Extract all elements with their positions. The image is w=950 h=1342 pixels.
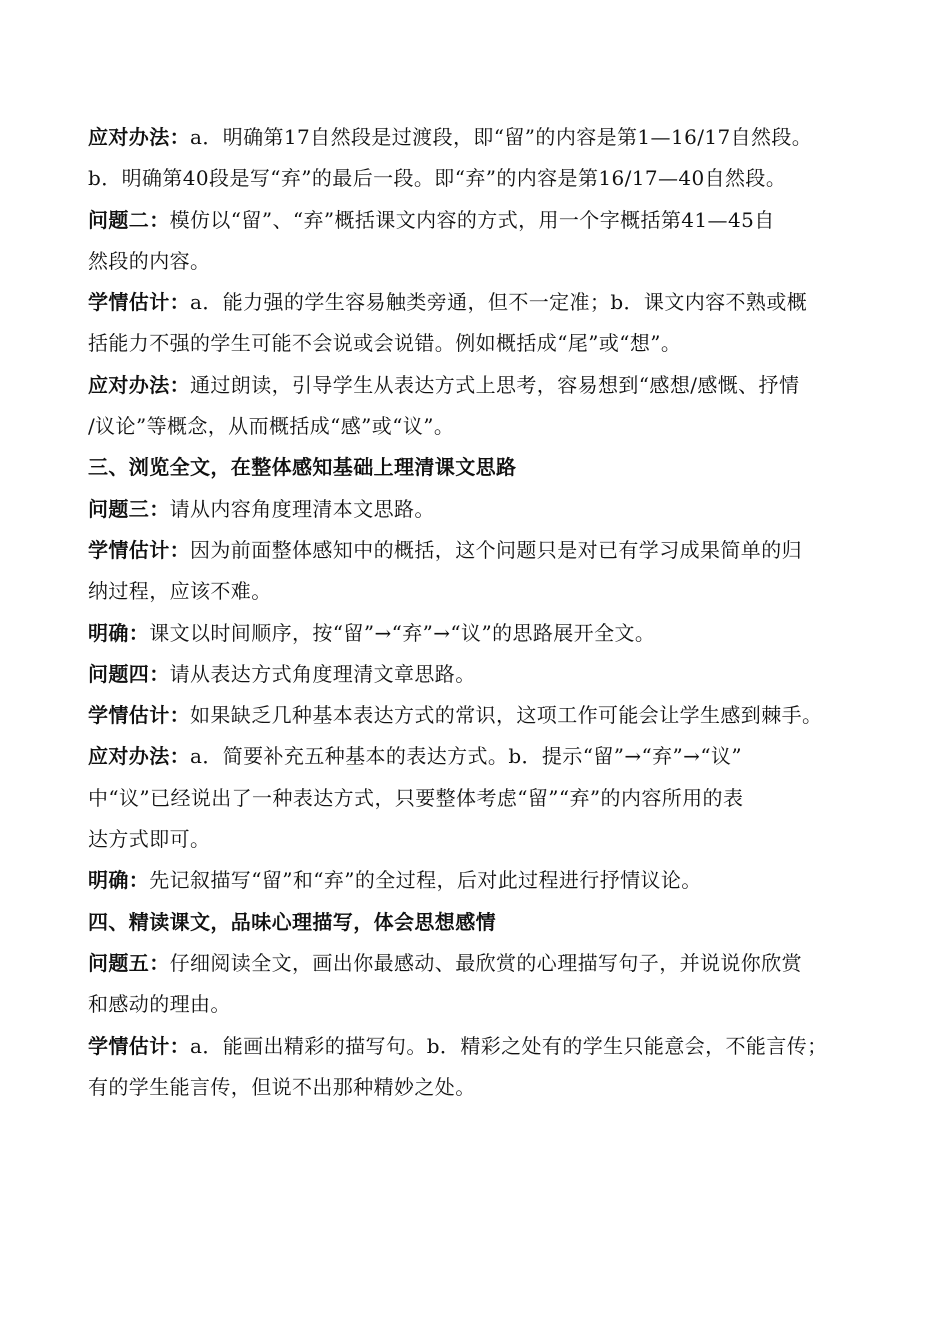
line-text: 因为前面整体感知中的概括，这个问题只是对已有学习成果简单的归 (190, 537, 802, 562)
line-18 (88, 819, 872, 860)
line-16 (88, 736, 872, 777)
line-2 (88, 158, 872, 199)
line-24 (88, 1067, 872, 1108)
line-text: 如果缺乏几种基本表达方式的常识，这项工作可能会让学生感到棘手。 (190, 703, 823, 728)
section-heading-3: 三、浏览全文，在整体感知基础上理清课文思路 (88, 455, 517, 480)
line-7 (88, 365, 872, 406)
line-1 (88, 117, 872, 158)
line-text: 和感动的理由。 (88, 992, 231, 1017)
line-17 (88, 778, 872, 819)
line-label: 学情估计： (88, 290, 190, 315)
line-text: a．能力强的学生容易触类旁通，但不一定准；b．课文内容不熟或概 (190, 290, 808, 315)
line-text: 有的学生能言传，但说不出那种精妙之处。 (88, 1074, 476, 1099)
line-label: 问题四： (88, 661, 170, 686)
line-12 (88, 571, 872, 612)
line-text: 仔细阅读全文，画出你最感动、最欣赏的心理描写句子，并说说你欣赏 (169, 950, 803, 975)
line-label: 学情估计： (88, 537, 190, 562)
line-label: 明确： (88, 620, 150, 645)
line-text: 纳过程，应该不难。 (88, 579, 272, 604)
line-text: 模仿以“留”、“弃”概括课文内容的方式，用一个字概括第41—45自 (169, 207, 775, 232)
line-8 (88, 406, 872, 447)
line-label: 明确： (88, 868, 150, 893)
line-text: 通过朗读，引导学生从表达方式上思考，容易想到“感想/感慨、抒情 (190, 372, 800, 397)
line-text: a．明确第17自然段是过渡段，即“留”的内容是第1—16/17自然段。 (190, 125, 813, 149)
line-label: 问题二： (88, 207, 170, 232)
section-heading-4: 四、精读课文，品味心理描写，体会思想感情 (88, 909, 496, 934)
line-text: 中“议”已经说出了一种表达方式，只要整体考虑“留”“弃”的内容所用的表 (88, 785, 744, 810)
line-21 (88, 943, 872, 984)
line-11 (88, 530, 872, 571)
line-22 (88, 984, 872, 1025)
line-text: 括能力不强的学生可能不会说或会说错。例如概括成“尾”或“想”。 (88, 331, 682, 356)
line-3 (88, 200, 872, 241)
line-label: 学情估计： (88, 703, 190, 728)
line-10 (88, 489, 872, 530)
line-text: 先记叙描写“留”和“弃”的全过程，后对此过程进行抒情议论。 (149, 868, 702, 893)
line-6 (88, 323, 872, 364)
line-text: 达方式即可。 (88, 827, 211, 852)
line-label: 应对办法： (88, 372, 190, 397)
line-14 (88, 654, 872, 695)
line-5 (88, 282, 872, 323)
line-text: 然段的内容。 (88, 248, 211, 273)
line-text: 请从内容角度理清本文思路。 (169, 496, 435, 521)
line-label: 问题三： (88, 496, 170, 521)
line-23 (88, 1026, 872, 1067)
line-13 (88, 613, 872, 654)
line-19 (88, 860, 872, 901)
line-text: 请从表达方式角度理清文章思路。 (169, 661, 476, 686)
line-label: 应对办法： (88, 125, 190, 149)
line-text: 课文以时间顺序，按“留”→“弃”→“议”的思路展开全文。 (149, 620, 656, 645)
line-label: 学情估计： (88, 1033, 190, 1058)
line-text: a．能画出精彩的描写句。b．精彩之处有的学生只能意会，不能言传； (190, 1033, 828, 1058)
line-text: /议论”等概念，从而概括成“感”或“议”。 (88, 414, 455, 439)
document-body (88, 117, 872, 1108)
line-text: b．明确第40段是写“弃”的最后一段。即“弃”的内容是第16/17—40自然段。 (88, 166, 787, 191)
line-4 (88, 241, 872, 282)
line-15 (88, 695, 872, 736)
line-text: a．简要补充五种基本的表达方式。b．提示“留”→“弃”→“议” (190, 744, 742, 769)
line-label: 问题五： (88, 950, 170, 975)
line-label: 应对办法： (88, 744, 190, 769)
